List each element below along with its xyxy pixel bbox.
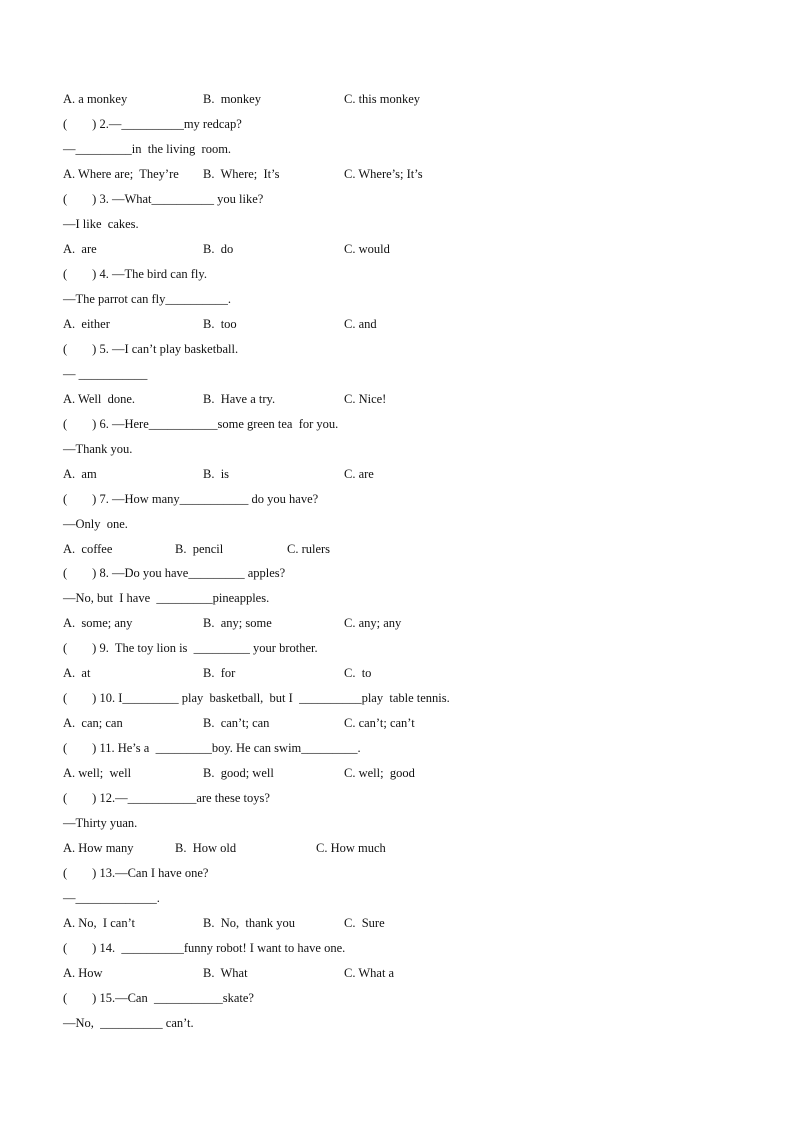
answer-options bbox=[0, 763, 794, 783]
line-text: ( ) 13.—Can I have one? bbox=[63, 866, 209, 881]
question-line bbox=[0, 139, 794, 159]
line-text: ( ) 12.—___________are these toys? bbox=[63, 791, 270, 806]
option-b: B. No, thank you bbox=[203, 916, 296, 930]
line-text: —The parrot can fly__________. bbox=[63, 291, 232, 306]
option-c: C. can’t; can’t bbox=[344, 716, 415, 731]
question-line bbox=[0, 788, 794, 808]
line-text: —Only one. bbox=[63, 516, 128, 531]
answer-options bbox=[0, 713, 794, 733]
option-b: B. Have a try. bbox=[203, 391, 276, 406]
option-c: C. Sure bbox=[344, 916, 385, 930]
question-line bbox=[0, 414, 794, 434]
line-text: —No, __________ can’t. bbox=[63, 1015, 194, 1030]
answer-options bbox=[0, 314, 794, 334]
line-text: ( ) 11. He’s a _________boy. He can swim_________. bbox=[63, 741, 361, 756]
answer-options bbox=[0, 389, 794, 409]
option-a: A. How bbox=[63, 965, 103, 980]
question-line bbox=[0, 988, 794, 1008]
option-c: C. rulers bbox=[287, 541, 331, 556]
question-line bbox=[0, 638, 794, 658]
line-text: —_____________. bbox=[63, 891, 160, 905]
line-text: ( ) 5. —I can’t play basketball. bbox=[63, 341, 239, 356]
option-c: C. How much bbox=[316, 841, 386, 856]
question-line bbox=[0, 114, 794, 134]
option-a: A. either bbox=[63, 316, 110, 331]
answer-options bbox=[0, 464, 794, 484]
option-c: C. and bbox=[344, 316, 377, 331]
option-c: C. Where’s; It’s bbox=[344, 166, 423, 181]
option-b: B. for bbox=[203, 666, 236, 681]
option-a: A. well; well bbox=[63, 766, 132, 781]
option-b: B. any; some bbox=[203, 616, 272, 631]
option-c: C. to bbox=[344, 666, 372, 681]
option-b: B. is bbox=[203, 466, 230, 481]
question-line bbox=[0, 688, 794, 708]
line-text: ( ) 2.—__________my redcap? bbox=[63, 117, 242, 131]
question-line bbox=[0, 563, 794, 583]
answer-options bbox=[0, 539, 794, 559]
answer-options bbox=[0, 164, 794, 184]
question-line bbox=[0, 813, 794, 833]
line-text: ( ) 10. I_________ play basketball, but I __________play table tennis. bbox=[63, 691, 450, 706]
option-c: C. are bbox=[344, 466, 374, 481]
option-b: B. do bbox=[203, 241, 234, 256]
question-line bbox=[0, 189, 794, 209]
line-text: —Thank you. bbox=[63, 441, 133, 456]
answer-options bbox=[0, 838, 794, 858]
question-line bbox=[0, 1013, 794, 1033]
option-c: C. would bbox=[344, 241, 390, 256]
question-line bbox=[0, 339, 794, 359]
question-line bbox=[0, 588, 794, 608]
question-line bbox=[0, 738, 794, 758]
line-text: — ___________ bbox=[63, 366, 148, 381]
option-b: B. can’t; can bbox=[203, 716, 270, 731]
option-a: A. How many bbox=[63, 841, 134, 856]
answer-options bbox=[0, 613, 794, 633]
line-text: ( ) 4. —The bird can fly. bbox=[63, 266, 207, 281]
option-a: A. No, I can’t bbox=[63, 916, 135, 930]
option-b: B. too bbox=[203, 316, 237, 331]
answer-options bbox=[0, 89, 794, 109]
option-a: A. some; any bbox=[63, 616, 133, 631]
answer-options bbox=[0, 663, 794, 683]
option-c: C. well; good bbox=[344, 766, 415, 781]
question-line bbox=[0, 863, 794, 883]
question-line bbox=[0, 439, 794, 459]
option-a: A. at bbox=[63, 666, 91, 681]
line-text: —I like cakes. bbox=[63, 216, 139, 231]
question-line bbox=[0, 489, 794, 509]
option-c: C. Nice! bbox=[344, 391, 387, 406]
option-a: A. can; can bbox=[63, 716, 123, 731]
line-text: ( ) 7. —How many___________ do you have? bbox=[63, 491, 319, 506]
line-text: —No, but I have _________pineapples. bbox=[63, 591, 270, 606]
option-a: A. Where are; They’re bbox=[63, 166, 179, 181]
answer-options bbox=[0, 963, 794, 983]
line-text: ( ) 9. The toy lion is _________ your brother. bbox=[63, 641, 318, 656]
option-a: A. are bbox=[63, 241, 97, 256]
line-text: —_________in the living room. bbox=[63, 141, 232, 156]
question-line bbox=[0, 264, 794, 284]
option-b: B. monkey bbox=[203, 92, 261, 106]
line-text: ( ) 14. __________funny robot! I want to have one. bbox=[63, 941, 346, 955]
question-line bbox=[0, 289, 794, 309]
line-text: ( ) 6. —Here___________some green tea for you. bbox=[63, 416, 339, 431]
option-c: C. this monkey bbox=[344, 92, 421, 106]
option-a: A. Well done. bbox=[63, 391, 136, 406]
question-line bbox=[0, 364, 794, 384]
line-text: ( ) 8. —Do you have_________ apples? bbox=[63, 566, 286, 581]
option-b: B. What bbox=[203, 965, 248, 980]
question-line bbox=[0, 888, 794, 908]
option-b: B. good; well bbox=[203, 766, 274, 781]
option-c: C. What a bbox=[344, 965, 395, 980]
option-b: B. How old bbox=[175, 841, 237, 856]
option-b: B. Where; It’s bbox=[203, 166, 280, 181]
answer-options bbox=[0, 239, 794, 259]
option-a: A. a monkey bbox=[63, 92, 128, 106]
option-c: C. any; any bbox=[344, 616, 402, 631]
question-line bbox=[0, 214, 794, 234]
question-line bbox=[0, 514, 794, 534]
line-text: —Thirty yuan. bbox=[63, 816, 138, 831]
answer-options bbox=[0, 913, 794, 933]
option-a: A. am bbox=[63, 466, 97, 481]
line-text: ( ) 15.—Can ___________skate? bbox=[63, 990, 254, 1005]
option-b: B. pencil bbox=[175, 541, 224, 556]
option-a: A. coffee bbox=[63, 541, 113, 556]
line-text: ( ) 3. —What__________ you like? bbox=[63, 191, 264, 206]
question-line bbox=[0, 938, 794, 958]
